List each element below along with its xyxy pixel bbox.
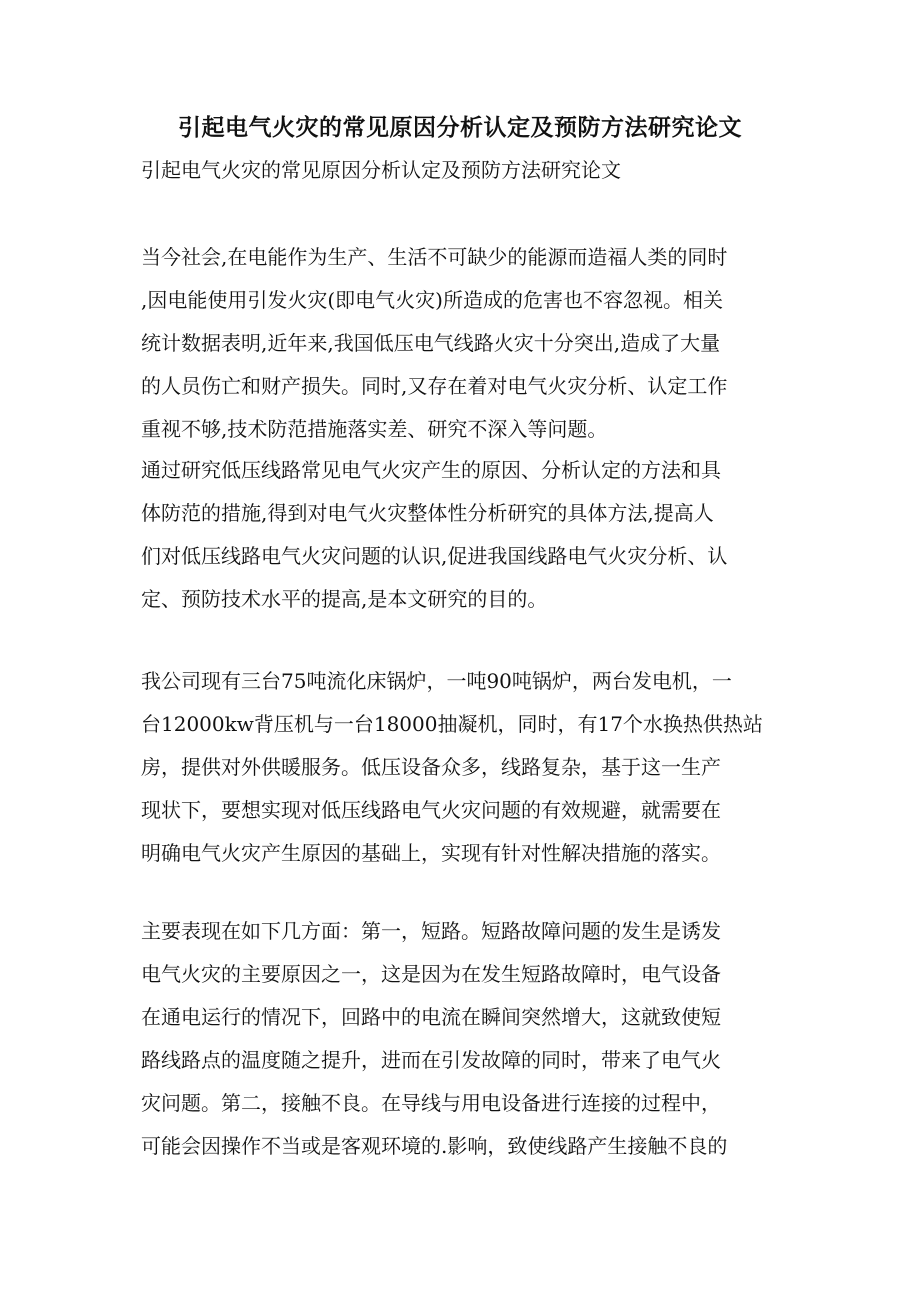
paragraph-line: 台12000kw背压机与一台18000抽凝机，同时，有17个水换热供热站	[141, 712, 763, 736]
paragraph-line: 路线路点的温度随之提升，进而在引发故障的同时，带来了电气火	[141, 1048, 721, 1072]
paragraph-line: 房，提供对外供暖服务。低压设备众多，线路复杂，基于这一生产	[141, 755, 721, 779]
paragraph-line: 的人员伤亡和财产损失。同时,又存在着对电气火灾分析、认定工作	[141, 374, 728, 398]
paragraph-line: 明确电气火灾产生原因的基础上，实现有针对性解决措施的落实。	[141, 841, 721, 865]
paragraph-line: 电气火灾的主要原因之一，这是因为在发生短路故障时，电气设备	[141, 962, 721, 986]
paragraph-line: 现状下，要想实现对低压线路电气火灾问题的有效规避，就需要在	[141, 798, 721, 822]
paragraph-line: 重视不够,技术防范措施落实差、研究不深入等问题。	[141, 417, 608, 441]
paragraph-4	[141, 910, 781, 1168]
document-subtitle: 引起电气火灾的常见原因分析认定及预防方法研究论文	[141, 158, 621, 182]
paragraph-line: 们对低压线路电气火灾问题的认识,促进我国线路电气火灾分析、认	[141, 544, 728, 568]
paragraph-line: 体防范的措施,得到对电气火灾整体性分析研究的具体方法,提高人	[141, 501, 714, 525]
paragraph-line: 可能会因操作不当或是客观环境的.影响，致使线路产生接触不良的	[141, 1134, 728, 1158]
paragraph-line: 灾问题。第二，接触不良。在导线与用电设备进行连接的过程中，	[141, 1091, 721, 1115]
paragraph-line: 主要表现在如下几方面：第一，短路。短路故障问题的发生是诱发	[141, 919, 721, 943]
paragraph-line: 统计数据表明,近年来,我国低压电气线路火灾十分突出,造成了大量	[141, 331, 721, 355]
paragraph-line: 通过研究低压线路常见电气火灾产生的原因、分析认定的方法和具	[141, 458, 721, 482]
paragraph-line: 定、预防技术水平的提高,是本文研究的目的。	[141, 587, 548, 611]
paragraph-line: 当今社会,在电能作为生产、生活不可缺少的能源而造福人类的同时	[141, 245, 728, 269]
document-title: 引起电气火灾的常见原因分析认定及预防方法研究论文	[178, 114, 742, 141]
paragraph-1	[141, 236, 781, 451]
paragraph-2	[141, 449, 781, 621]
paragraph-line: 我公司现有三台75吨流化床锅炉，一吨90吨锅炉，两台发电机，一	[141, 669, 732, 693]
paragraph-3	[141, 660, 781, 875]
paragraph-line: ,因电能使用引发火灾(即电气火灾)所造成的危害也不容忽视。相关	[141, 288, 723, 312]
paragraph-line: 在通电运行的情况下，回路中的电流在瞬间突然增大，这就致使短	[141, 1005, 721, 1029]
